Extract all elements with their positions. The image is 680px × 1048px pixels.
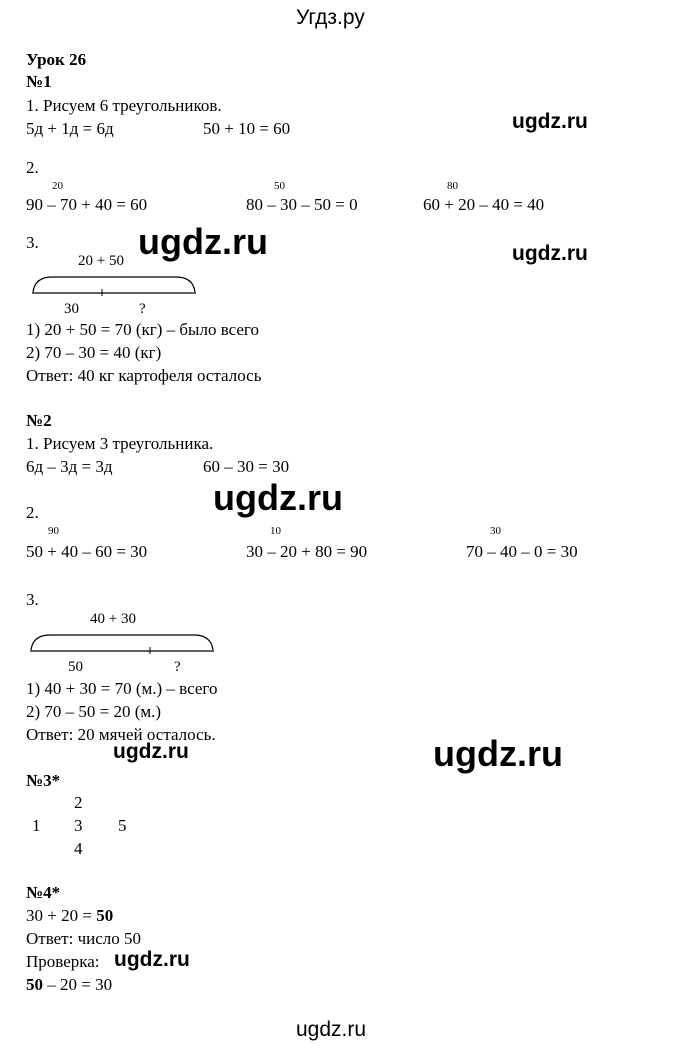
site-footer: ugdz.ru [296,1018,367,1041]
scheme-top-label: 20 + 50 [78,253,124,269]
watermark: ugdz.ru [512,110,588,133]
answer: Ответ: 20 мячей осталось. [26,725,216,744]
check-value: 50 [26,975,43,994]
task-2-expression: 50 + 40 – 60 = 30 [26,542,148,561]
task-1-equation: 50 + 10 = 60 [203,119,291,138]
site-header: Угдз.ру [296,6,365,29]
segment-scheme [28,630,216,654]
answer: Ответ: число 50 [26,929,142,948]
answer: Ответ: 40 кг картофеля осталось [26,366,262,385]
task-1-equation: 5д + 1д = 6д [26,119,114,138]
watermark: ugdz.ru [114,948,190,971]
task-2-expression: 30 – 20 + 80 = 90 [246,542,368,561]
intermediate-result: 30 [490,525,501,537]
task-1-title: №1 [26,72,52,91]
task-2-part-2-label: 2. [26,503,39,522]
task-2-equation: 60 – 30 = 30 [203,457,290,476]
task-4-equation [26,906,113,926]
watermark: ugdz.ru [138,221,268,262]
task-1-expression: 60 + 20 – 40 = 40 [423,195,545,214]
solution-step: 1) 40 + 30 = 70 (м.) – всего [26,679,218,698]
scheme-unknown-label: ? [174,659,181,675]
watermark: ugdz.ru [512,242,588,265]
number-center: 3 [74,816,83,835]
number-left: 1 [32,816,41,835]
equation-result: 50 [96,906,114,925]
intermediate-result: 50 [274,180,285,192]
solution-step: 2) 70 – 50 = 20 (м.) [26,702,162,721]
watermark: ugdz.ru [113,740,189,763]
scheme-top-label: 40 + 30 [90,611,136,627]
task-2-title: №2 [26,411,52,430]
solution-step: 1) 20 + 50 = 70 (кг) – было всего [26,320,259,339]
task-1-expression: 90 – 70 + 40 = 60 [26,195,148,214]
intermediate-result: 10 [270,525,281,537]
task-2-part-1-text: 1. Рисуем 3 треугольника. [26,434,214,453]
check-label: Проверка: [26,952,100,971]
task-1-part-1-text: 1. Рисуем 6 треугольников. [26,96,222,115]
task-4-title: №4* [26,883,61,902]
intermediate-result: 80 [447,180,458,192]
task-2-part-3-label: 3. [26,590,39,609]
equation-text: 30 + 20 = [26,906,97,925]
watermark: ugdz.ru [433,733,563,774]
segment-scheme [30,272,198,296]
task-1-expression: 80 – 30 – 50 = 0 [246,195,358,214]
scheme-left-label: 50 [68,659,83,675]
number-top: 2 [74,793,83,812]
number-right: 5 [118,816,127,835]
watermark: ugdz.ru [213,477,343,518]
number-bottom: 4 [74,839,83,858]
scheme-left-label: 30 [64,301,79,317]
lesson-title: Урок 26 [26,50,87,69]
task-1-part-3-label: 3. [26,233,39,252]
intermediate-result: 20 [52,180,63,192]
task-3-title: №3* [26,771,61,790]
check-equation [26,975,112,995]
solution-step: 2) 70 – 30 = 40 (кг) [26,343,162,362]
intermediate-result: 90 [48,525,59,537]
check-text: – 20 = 30 [43,975,113,994]
task-2-equation: 6д – 3д = 3д [26,457,113,476]
scheme-unknown-label: ? [139,301,146,317]
task-1-part-2-label: 2. [26,158,39,177]
task-2-expression: 70 – 40 – 0 = 30 [466,542,578,561]
